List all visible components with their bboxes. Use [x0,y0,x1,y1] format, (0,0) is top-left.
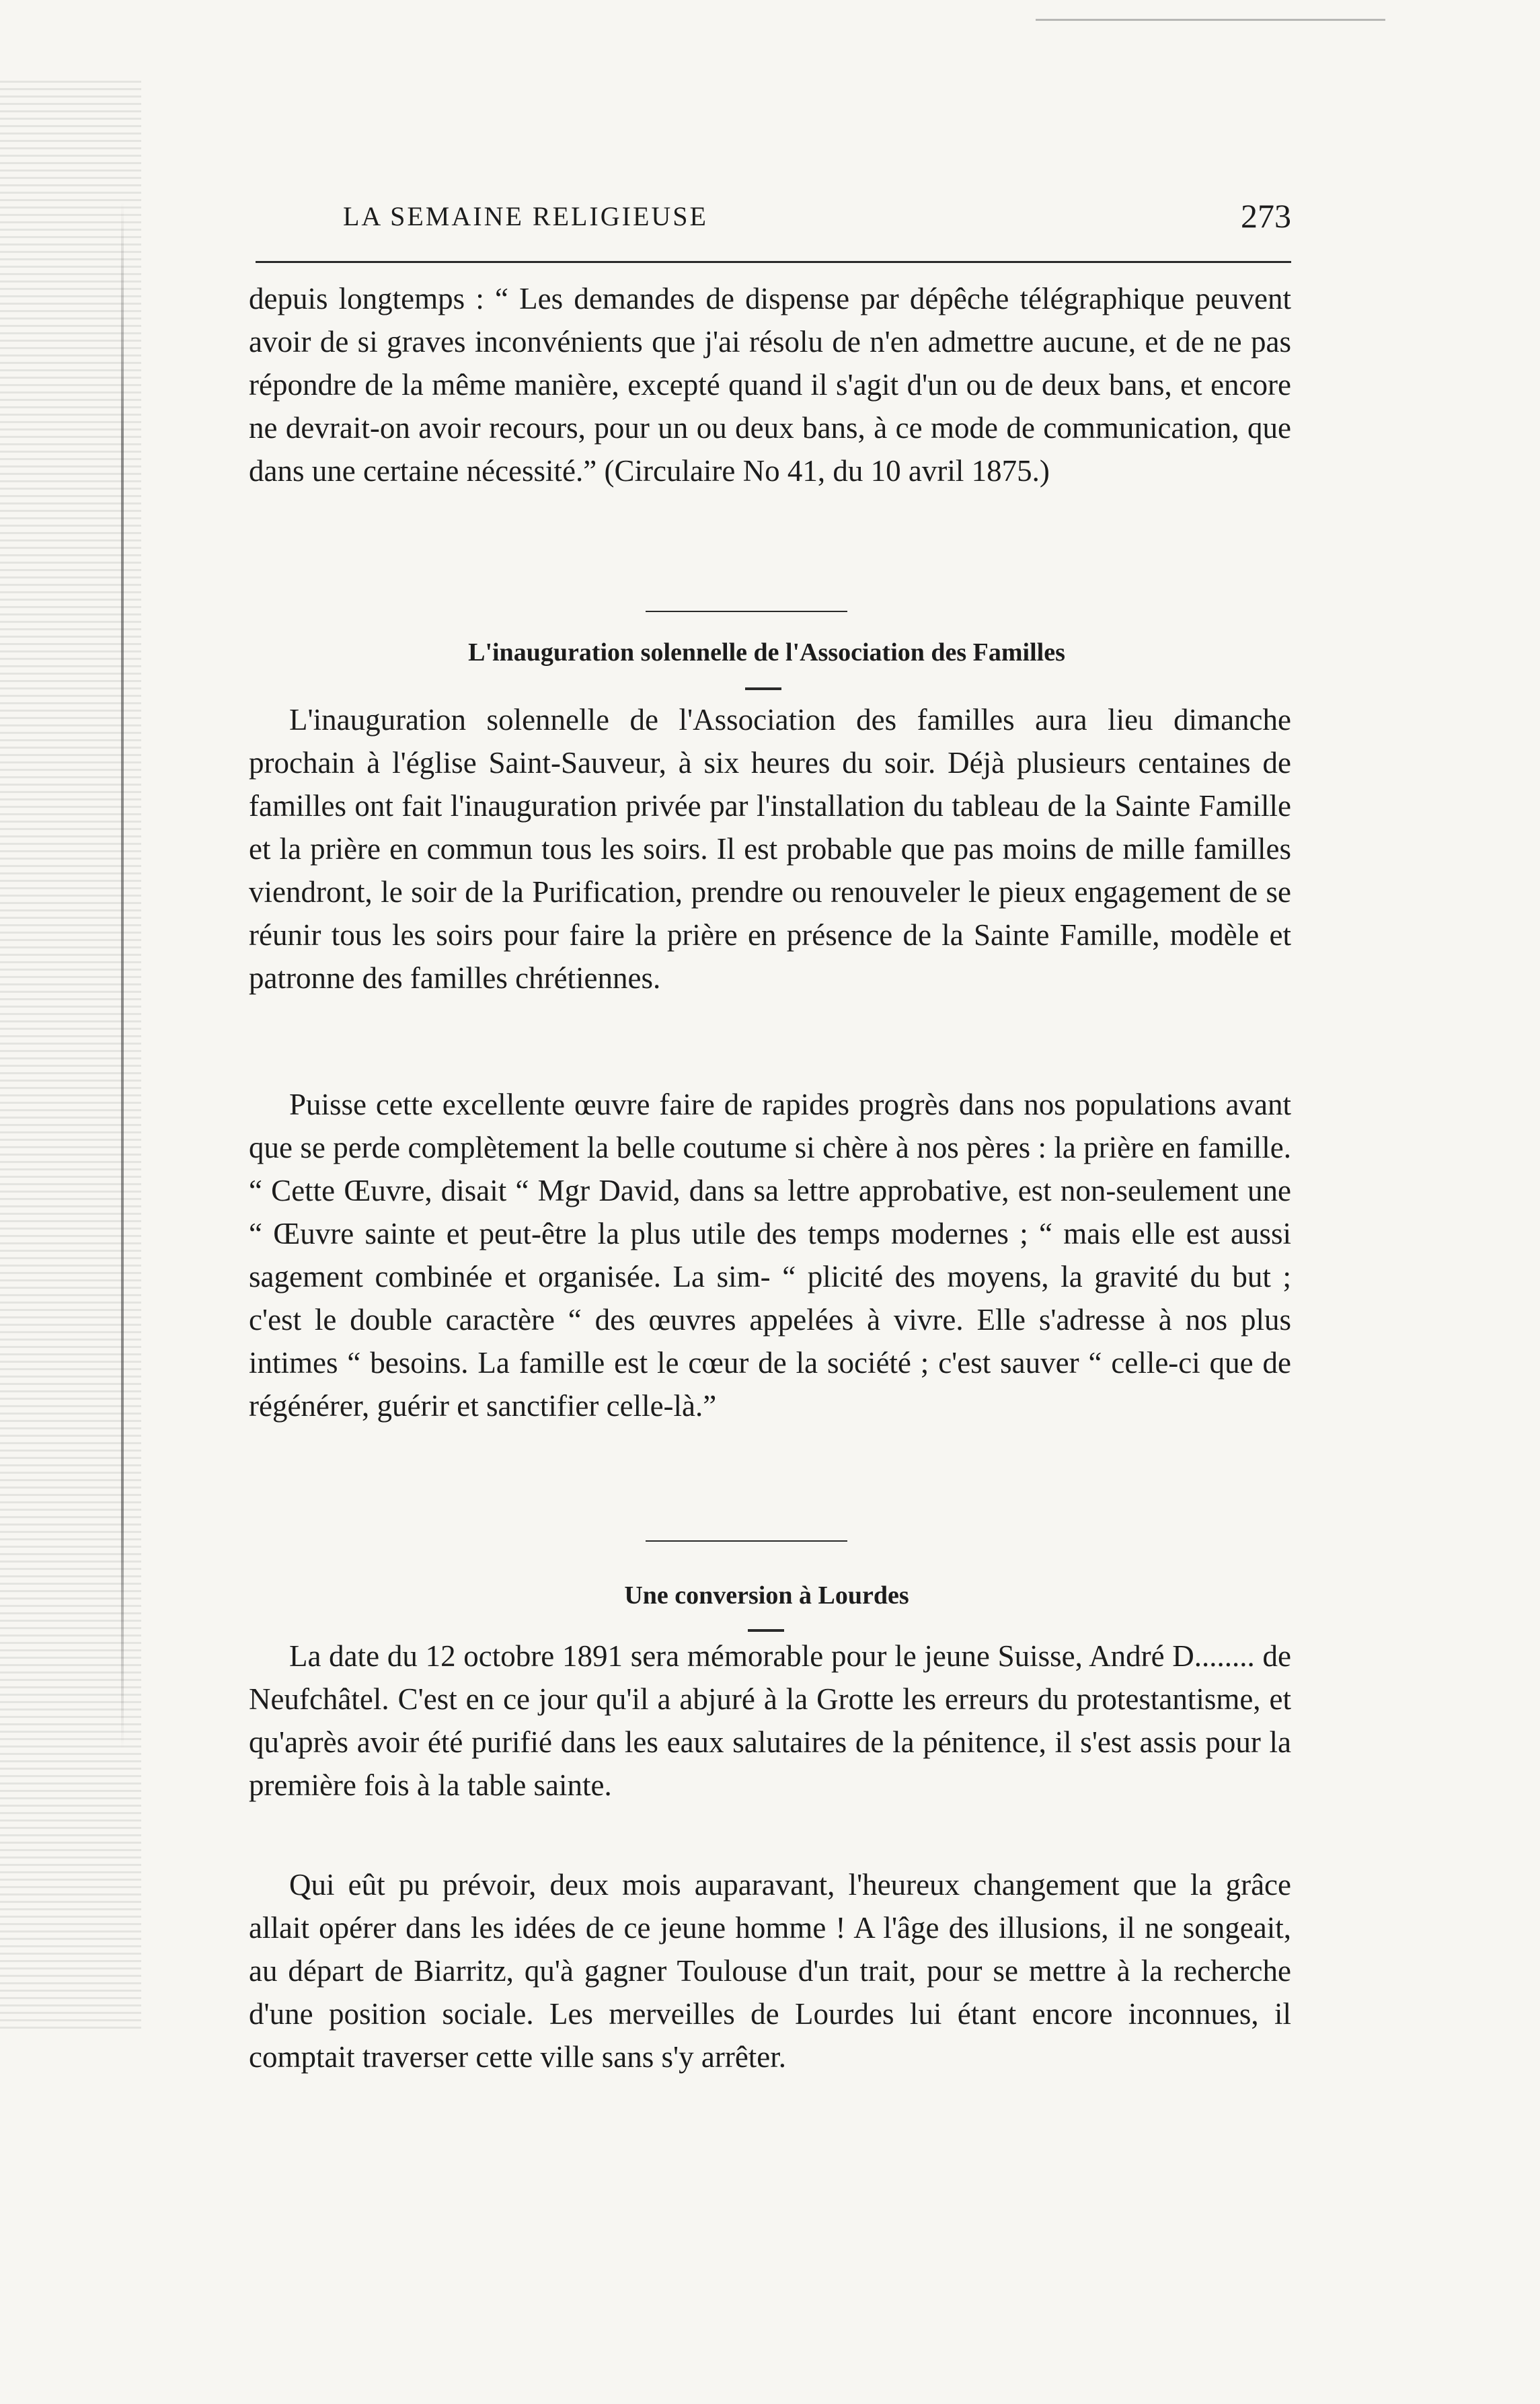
body-paragraph: La date du 12 octobre 1891 sera mémorable pour le jeune Suisse, André D........ de Neufchâtel. C'est en ce jour qu'il a abjuré à la Grotte les erreurs du protestantisme, et qu'après avoir été purifié dans les eaux salutaires de la pénitence, il s'est assis pour la première fois à la table sainte. [249,1639,1291,1802]
running-head [242,197,1291,241]
header-rule [256,261,1291,263]
title-dash [748,1629,784,1632]
quote-continuation-paragraph: depuis longtemps : “ Les demandes de dispense par dépêche télégraphique peuvent avoir de si graves inconvénients que j'ai résolu de n'en admettre aucune, et de ne pas répondre de la même manière, excepté quand il s'agit d'un ou de deux bans, et encore ne devrait-on avoir recours, pour un ou deux bans, à ce mode de communication, que dans une certaine nécessité.” (Circulaire No 41, du 10 avril 1875.) [249,282,1291,488]
document-page [242,0,1291,2404]
running-title: LA SEMAINE RELIGIEUSE [343,201,708,231]
section-separator [646,611,847,612]
page-number: 273 [1241,197,1291,235]
scan-binding-line [121,202,124,1749]
scan-edge-noise [0,81,141,2031]
body-paragraph: Puisse cette excellente œuvre faire de rapides progrès dans nos populations avant que se perde complètement la belle coutume si chère à nos pères : la prière en famille. “ Cette Œuvre, disait “ Mgr David, dans sa lettre approbative, est non-seulement une “ Œuvre sainte et peut-être la plus utile des temps modernes ; “ mais elle est aussi sagement combinée et organisée. La sim- “ plicité des moyens, la gravité du but ; c'est le double caractère “ des œuvres appelées à vivre. Elle s'adresse à nos plus intimes “ besoins. La famille est le cœur de la société ; c'est sauver “ celle-ci que de régénérer, guérir et sanctifier celle-là.” [249,1088,1291,1423]
section-title: Une conversion à Lourdes [624,1581,909,1610]
title-dash [745,687,781,690]
body-paragraph: L'inauguration solennelle de l'Association des familles aura lieu dimanche prochain à l'église Saint-Sauveur, à six heures du soir. Déjà plusieurs centaines de familles ont fait l'inauguration privée par l'installation du tableau de la Sainte Famille et la prière en commun tous les soirs. Il est probable que pas moins de mille familles viendront, le soir de la Purification, prendre ou renouveler le pieux engagement de se réunir tous les soirs pour faire la prière en présence de la Sainte Famille, modèle et patronne des familles chrétiennes. [249,703,1291,995]
section-separator [646,1540,847,1542]
section-title: L'inauguration solennelle de l'Association des Familles [468,638,1065,667]
body-paragraph: Qui eût pu prévoir, deux mois auparavant, l'heureux changement que la grâce allait opérer dans les idées de ce jeune homme ! A l'âge des illusions, il ne songeait, au départ de Biarritz, qu'à gagner Toulouse d'un trait, pour se mettre à la recherche d'une position sociale. Les merveilles de Lourdes lui étant encore inconnues, il comptait traverser cette ville sans s'y arrêter. [249,1868,1291,2074]
